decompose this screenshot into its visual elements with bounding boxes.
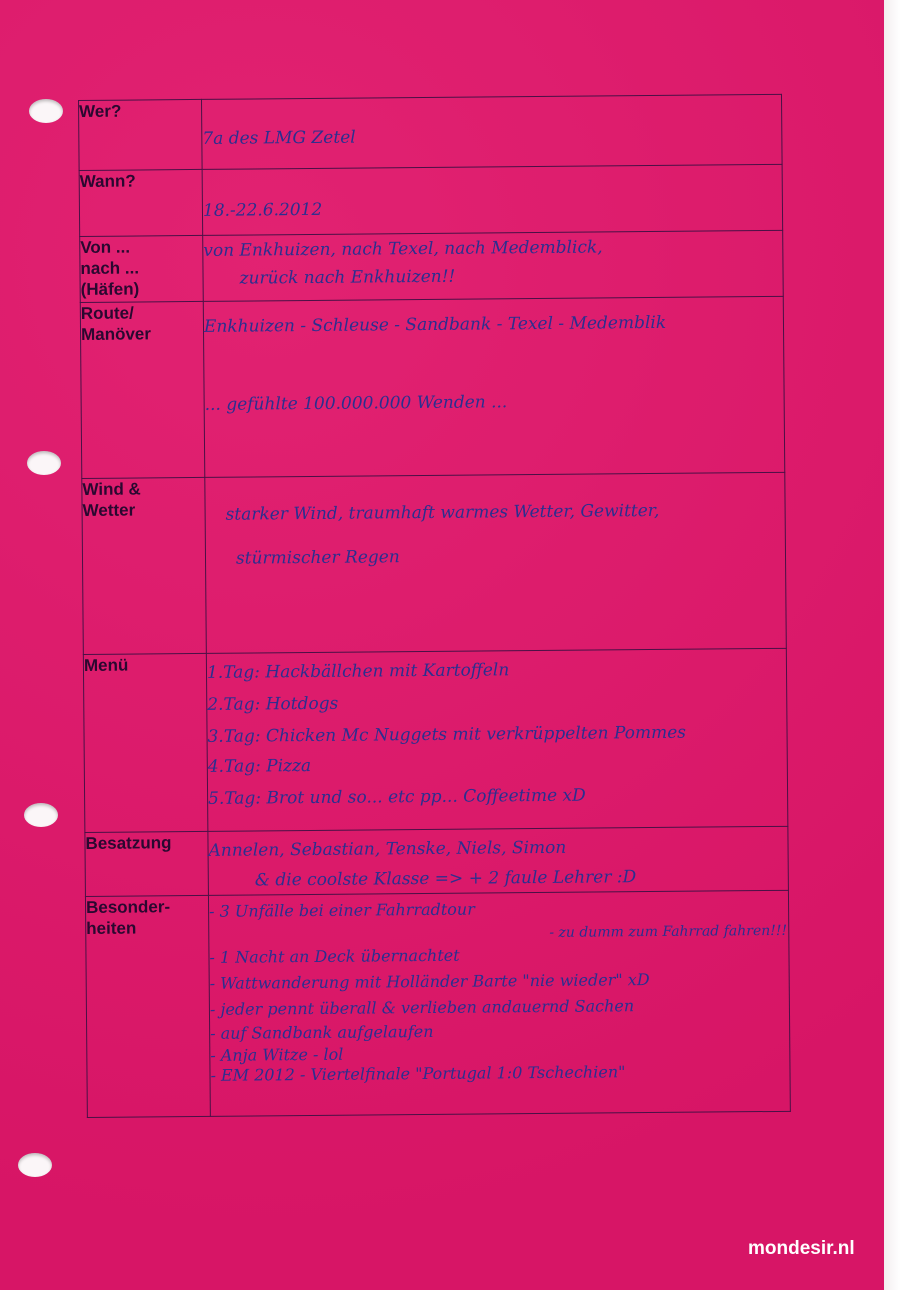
- value-line: - 3 Unfälle bei einer Fahrradtour: [209, 899, 475, 921]
- table-row: [79, 164, 783, 236]
- value-line: Annelen, Sebastian, Tenske, Niels, Simon: [208, 837, 567, 861]
- row-value-besatzung: [208, 826, 789, 895]
- row-value-wind: [205, 472, 787, 653]
- watermark-text: mondesir.nl: [748, 1238, 855, 1259]
- value-line: stürmischer Regen: [235, 547, 400, 569]
- value-line: Enkhuizen - Schleuse - Sandbank - Texel - Medemblik: [203, 312, 667, 337]
- value-line: & die coolste Klasse => + 2 faule Lehrer :D: [254, 867, 637, 891]
- row-label-wer: Wer?: [79, 99, 203, 170]
- row-label-wind: Wind & Wetter: [82, 477, 207, 654]
- value-line: - zu dumm zum Fahrrad fahren!!!: [549, 922, 788, 941]
- logbook-table: [78, 94, 791, 1118]
- row-label-menu: Menü: [83, 653, 208, 832]
- row-value-wer: [201, 94, 782, 169]
- punch-hole: [24, 803, 58, 827]
- row-label-route: Route/ Manöver: [80, 301, 205, 478]
- row-label-von-nach: Von ... nach ... (Häfen): [80, 235, 204, 302]
- value-line: - Wattwanderung mit Holländer Barte "nie wieder" xD: [209, 970, 650, 993]
- row-value-wann: [202, 164, 783, 235]
- punch-hole: [27, 451, 61, 475]
- table-row: [79, 94, 783, 170]
- row-label-besonderheiten: Besonder- heiten: [85, 895, 210, 1117]
- value-line: - auf Sandbank aufgelaufen: [210, 1021, 434, 1043]
- table-row: [85, 826, 789, 896]
- scan-edge: [884, 0, 900, 1290]
- value-line: 7a des LMG Zetel: [202, 127, 356, 149]
- table-row: [83, 648, 788, 832]
- value-line: zurück nach Enkhuizen!!: [239, 266, 456, 289]
- value-line: 18.-22.6.2012: [202, 199, 323, 221]
- row-label-wann: Wann?: [79, 169, 203, 236]
- value-line: 5.Tag: Brot und so... etc pp... Coffeetime xD: [208, 785, 586, 809]
- value-line: 4.Tag: Pizza: [207, 755, 312, 777]
- row-label-besatzung: Besatzung: [85, 831, 209, 896]
- value-line: 1.Tag: Hackbällchen mit Kartoffeln: [206, 660, 510, 683]
- row-value-besonderheiten: [208, 890, 790, 1116]
- value-line: - jeder pennt überall & verlieben andauernd Sachen: [209, 996, 635, 1019]
- value-line: - EM 2012 - Viertelfinale "Portugal 1:0 Tschechien": [210, 1062, 626, 1085]
- value-line: ... gefühlte 100.000.000 Wenden ...: [204, 392, 508, 415]
- punch-hole: [18, 1153, 52, 1177]
- table-row: [85, 890, 790, 1117]
- value-line: von Enkhuizen, nach Texel, nach Medemblick,: [203, 237, 603, 261]
- value-line: - Anja Witze - lol: [210, 1044, 344, 1065]
- value-line: starker Wind, traumhaft warmes Wetter, Gewitter,: [225, 500, 660, 525]
- punch-hole: [29, 99, 63, 123]
- table-row: [82, 472, 787, 654]
- row-value-menu: [206, 648, 788, 831]
- table-row: [80, 296, 785, 478]
- value-line: - 1 Nacht an Deck übernachtet: [209, 945, 460, 967]
- row-value-von-nach: [203, 230, 784, 301]
- value-line: 3.Tag: Chicken Mc Nuggets mit verkrüppelten Pommes: [207, 722, 687, 747]
- table-row: [80, 230, 784, 302]
- row-value-route: [203, 296, 785, 477]
- value-line: 2.Tag: Hotdogs: [207, 693, 339, 715]
